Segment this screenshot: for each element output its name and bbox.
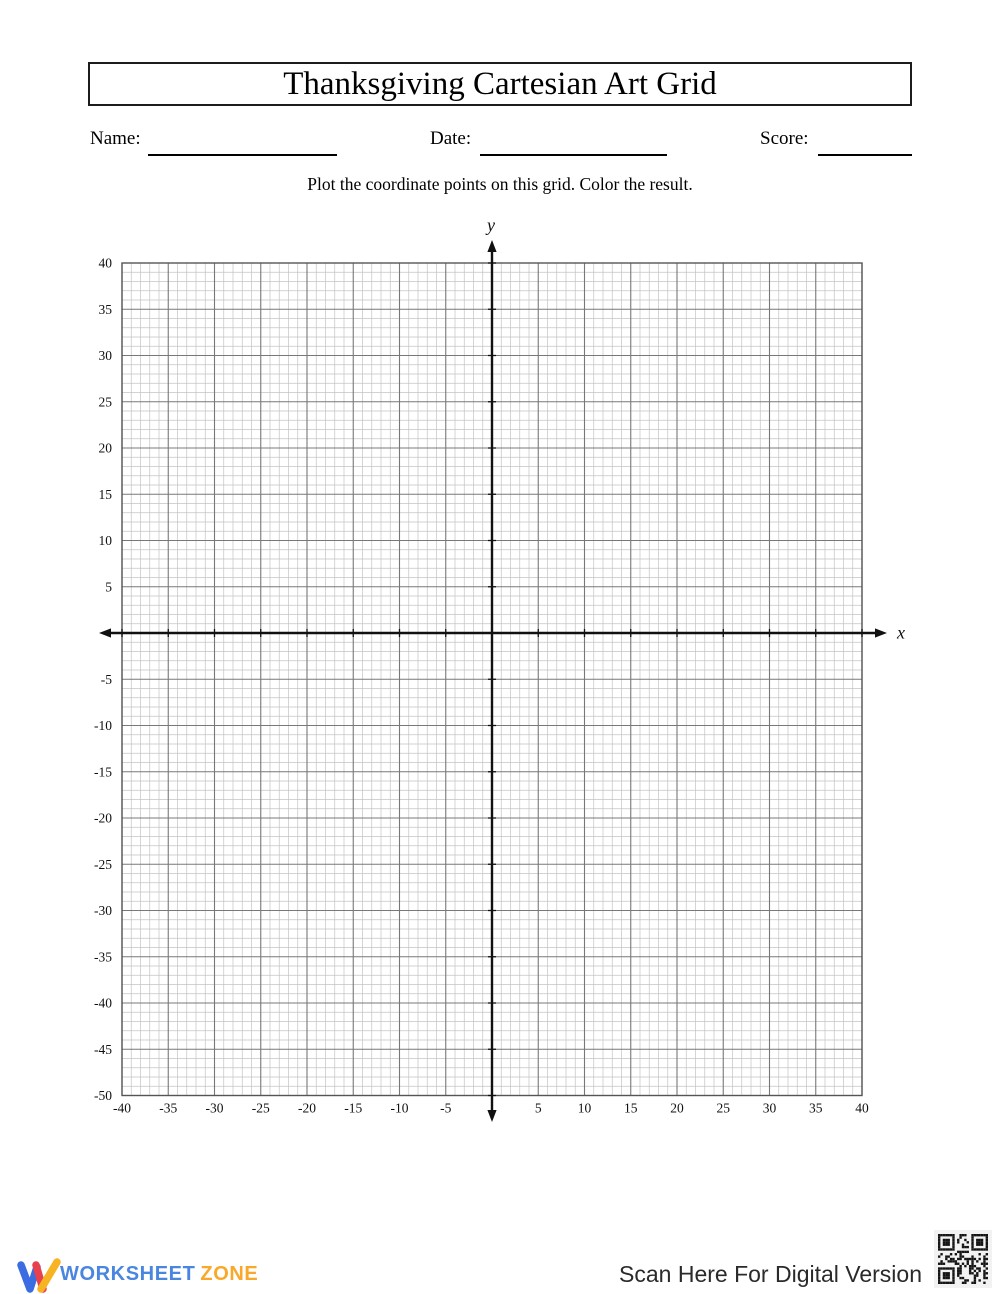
x-tick-label: 15 <box>624 1100 638 1116</box>
page-title: Thanksgiving Cartesian Art Grid <box>283 66 717 102</box>
date-label: Date: <box>430 128 472 149</box>
y-tick-label: -10 <box>94 718 112 733</box>
x-tick-label: -40 <box>113 1100 131 1116</box>
x-axis-left-arrow-icon <box>99 628 111 637</box>
y-axis-up-arrow-icon <box>487 240 496 252</box>
y-tick-label: -35 <box>94 949 112 965</box>
date-field[interactable] <box>480 154 667 156</box>
x-tick-label: -15 <box>344 1100 363 1116</box>
y-axis-label: y <box>487 215 495 235</box>
y-tick-label: -20 <box>94 810 112 826</box>
y-tick-label: -50 <box>94 1088 112 1103</box>
score-field[interactable] <box>818 154 912 156</box>
scan-here-text: Scan Here For Digital Version <box>619 1261 922 1287</box>
name-label: Name: <box>90 128 141 149</box>
axes <box>94 215 905 1122</box>
y-tick-label: 5 <box>105 579 112 595</box>
x-tick-label: -5 <box>440 1100 452 1116</box>
y-axis-down-arrow-icon <box>487 1110 496 1122</box>
name-field[interactable] <box>148 154 337 156</box>
y-tick-label: -30 <box>94 903 112 918</box>
y-tick-label: -25 <box>94 856 112 872</box>
x-tick-label: 30 <box>762 1100 777 1116</box>
y-tick-label: -45 <box>94 1041 112 1057</box>
y-tick-label: -5 <box>100 671 112 687</box>
x-axis-right-arrow-icon <box>875 628 887 637</box>
x-tick-label: -10 <box>390 1100 409 1116</box>
y-tick-label: 25 <box>98 394 112 410</box>
y-tick-label: 30 <box>98 348 112 363</box>
x-tick-label: -25 <box>251 1100 270 1116</box>
y-tick-label: -40 <box>94 995 112 1011</box>
y-tick-label: 20 <box>98 440 112 456</box>
x-tick-label: 10 <box>577 1100 592 1116</box>
x-tick-label: -30 <box>205 1100 224 1116</box>
brand-wordmark <box>60 1263 258 1286</box>
y-tick-label: 15 <box>98 486 112 502</box>
x-tick-label: 25 <box>716 1100 730 1116</box>
y-tick-label: 35 <box>98 301 112 317</box>
instruction-text: Plot the coordinate points on this grid. Color the result. <box>307 174 693 194</box>
y-tick-label: 40 <box>98 255 112 271</box>
y-tick-label: 10 <box>98 533 112 548</box>
qr-code-icon <box>934 1230 992 1288</box>
worksheetzone-logo-icon <box>16 1254 62 1294</box>
brand-word-worksheet: WORKSHEET <box>60 1263 196 1285</box>
x-tick-label: 35 <box>809 1100 823 1116</box>
x-axis-label: x <box>897 622 905 643</box>
x-tick-label: 5 <box>534 1100 542 1116</box>
y-tick-label: -15 <box>94 764 112 780</box>
x-tick-label: 40 <box>855 1100 869 1116</box>
worksheet-title-box <box>88 62 912 106</box>
cartesian-plane[interactable] <box>0 205 1000 1145</box>
x-tick-label: -35 <box>159 1100 178 1116</box>
x-tick-label: -20 <box>298 1100 316 1116</box>
score-label: Score: <box>760 128 809 149</box>
x-tick-label: 20 <box>670 1100 684 1116</box>
brand-word-zone: ZONE <box>200 1263 259 1285</box>
